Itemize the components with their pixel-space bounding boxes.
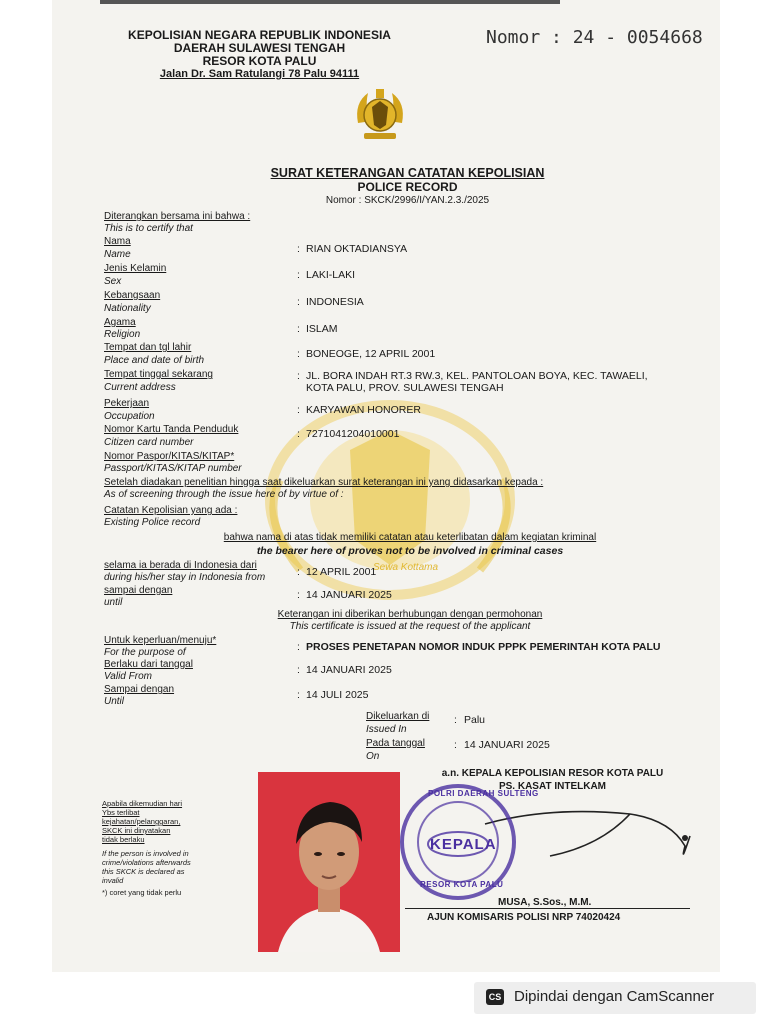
purpose-label-en: For the purpose of [104, 647, 186, 658]
stamp-top-text: POLRI DAERAH SULTENG [428, 789, 539, 798]
valid-from-label-id: Berlaku dari tanggal [104, 659, 193, 670]
stay-until-label-id: sampai dengan [104, 585, 173, 596]
valid-until-label-en: Until [104, 696, 125, 707]
colon: : [297, 566, 300, 578]
serial-number: Nomor : 24 - 0054668 [486, 27, 703, 48]
note-en-1: If the person is involved in [102, 849, 189, 858]
field-religion-label-id: Agama [104, 317, 136, 328]
colon: : [297, 296, 300, 308]
stamp-bottom-text: RESOR KOTA PALU [420, 880, 504, 889]
field-name-value: RIAN OKTADIANSYA [306, 243, 408, 255]
signatory-rank: AJUN KOMISARIS POLISI NRP 74020424 [427, 912, 621, 923]
note-footnote: *) coret yang tidak perlu [102, 888, 182, 897]
stay-from-value: 12 APRIL 2001 [306, 566, 377, 578]
field-sex-value: LAKI-LAKI [306, 269, 356, 281]
title-number: Nomor : SKCK/2996/I/YAN.2.3./2025 [325, 195, 490, 206]
field-sex-label-id: Jenis Kelamin [104, 263, 167, 274]
request-en: This certificate is issued at the request of the applicant [289, 621, 531, 632]
colon: : [297, 689, 300, 701]
colon: : [297, 370, 300, 382]
request-id: Keterangan ini diberikan berhubungan dengan permohonan [277, 609, 543, 620]
applicant-portrait [258, 772, 400, 952]
valid-until-value: 14 JULI 2025 [306, 689, 369, 701]
issued-on-value: 14 JANUARI 2025 [464, 739, 550, 751]
field-nationality-value: INDONESIA [306, 296, 364, 308]
note-id-3: kejahatan/pelanggaran, [102, 817, 181, 826]
stamp-center-text: KEPALA [430, 836, 497, 853]
note-en-2: crime/violations afterwards [102, 858, 191, 867]
field-address-value-2: KOTA PALU, PROV. SULAWESI TENGAH [306, 382, 504, 394]
passport-label-en: Passport/KITAS/KITAP number [104, 463, 242, 474]
field-name-label-en: Name [104, 249, 131, 260]
field-religion-value: ISLAM [306, 323, 338, 335]
field-name-label-id: Nama [104, 236, 131, 247]
issued-in-label-en: Issued In [366, 724, 407, 735]
note-id-2: Ybs terlibat [102, 808, 140, 817]
field-sex-label-en: Sex [104, 276, 122, 287]
colon: : [297, 641, 300, 653]
stay-until-label-en: until [104, 597, 123, 608]
field-idcard-value: 7271041204010001 [306, 428, 400, 440]
signature-line-2: PS. KASAT INTELKAM [498, 781, 607, 792]
field-address-label-id: Tempat tinggal sekarang [104, 369, 213, 380]
signatory-name: MUSA, S.Sos., M.M. [498, 897, 592, 908]
field-birth-label-id: Tempat dan tgl lahir [104, 342, 192, 353]
note-id-1: Apabila dikemudian hari [102, 799, 183, 808]
colon: : [297, 589, 300, 601]
field-occupation-value: KARYAWAN HONORER [306, 404, 421, 416]
title-id: SURAT KETERANGAN CATATAN KEPOLISIAN [270, 166, 545, 180]
field-occupation-label-en: Occupation [104, 411, 155, 422]
header-line-3: RESOR KOTA PALU [202, 54, 317, 68]
watermark-emblem [240, 390, 540, 610]
field-idcard-label-id: Nomor Kartu Tanda Penduduk [104, 424, 239, 435]
police-emblem-icon [350, 83, 410, 143]
record-en: Existing Police record [104, 517, 201, 528]
signature-line-1: a.n. KEPALA KEPOLISIAN RESOR KOTA PALU [441, 768, 664, 779]
stay-from-label-id: selama ia berada di Indonesia dari [104, 560, 257, 571]
applicant-photo [258, 772, 400, 952]
camscanner-badge [474, 982, 756, 1014]
statement-id: bahwa nama di atas tidak memiliki catatan atau keterlibatan dalam kegiatan kriminal [223, 532, 597, 543]
watermark-motto: Sewa Kottama [373, 562, 439, 573]
valid-from-value: 14 JANUARI 2025 [306, 664, 392, 676]
signature-divider [405, 908, 690, 909]
intro-en: This is to certify that [104, 223, 193, 234]
note-id-4: SKCK ini dinyatakan [102, 826, 171, 835]
field-address-label-en: Current address [104, 382, 176, 393]
header-address: Jalan Dr. Sam Ratulangi 78 Palu 94111 [159, 68, 360, 80]
intro-id: Diterangkan bersama ini bahwa : [104, 211, 251, 222]
colon: : [454, 714, 457, 726]
stay-until-value: 14 JANUARI 2025 [306, 589, 392, 601]
issued-on-label-en: On [366, 751, 380, 762]
issued-in-value: Palu [464, 714, 486, 726]
purpose-value: PROSES PENETAPAN NOMOR INDUK PPPK PEMERINTAH KOTA PALU [306, 641, 661, 653]
colon: : [297, 664, 300, 676]
record-id: Catatan Kepolisian yang ada : [104, 505, 238, 516]
header-line-1: KEPOLISIAN NEGARA REPUBLIK INDONESIA [128, 28, 391, 42]
camscanner-text: Dipindai dengan CamScanner [514, 988, 715, 1005]
screening-id: Setelah diadakan penelitian hingga saat dikeluarkan surat keterangan ini yang didasarkan kepada : [104, 477, 544, 488]
note-en-4: invalid [102, 876, 124, 885]
field-religion-label-en: Religion [104, 329, 141, 340]
field-nationality-label-id: Kebangsaan [104, 290, 161, 301]
colon: : [454, 739, 457, 751]
field-birth-value: BONEOGE, 12 APRIL 2001 [306, 348, 436, 360]
issued-on-label-id: Pada tanggal [366, 738, 425, 749]
colon: : [297, 243, 300, 255]
statement-en: the bearer here of proves not to be involved in criminal cases [256, 545, 564, 557]
valid-from-label-en: Valid From [104, 671, 152, 682]
field-occupation-label-id: Pekerjaan [104, 398, 150, 409]
scan-edge [100, 0, 560, 4]
note-id-5: tidak berlaku [102, 835, 145, 844]
colon: : [297, 323, 300, 335]
passport-label-id: Nomor Paspor/KITAS/KITAP* [104, 451, 235, 462]
field-idcard-label-en: Citizen card number [104, 437, 194, 448]
screening-en: As of screening through the issue here of by virtue of : [104, 489, 344, 500]
field-birth-label-en: Place and date of birth [104, 355, 205, 366]
issued-in-label-id: Dikeluarkan di [366, 711, 430, 722]
colon: : [297, 428, 300, 440]
note-en-3: this SKCK is declared as [102, 867, 185, 876]
field-nationality-label-en: Nationality [104, 303, 151, 314]
valid-until-label-id: Sampai dengan [104, 684, 175, 695]
title-en: POLICE RECORD [357, 180, 458, 194]
stay-from-label-en: during his/her stay in Indonesia from [104, 572, 266, 583]
colon: : [297, 348, 300, 360]
colon: : [297, 404, 300, 416]
camscanner-icon: CS [486, 989, 504, 1005]
field-address-value: JL. BORA INDAH RT.3 RW.3, KEL. PANTOLOAN BOYA, KEC. TAWAELI, [306, 370, 648, 382]
colon: : [297, 269, 300, 281]
purpose-label-id: Untuk keperluan/menuju* [104, 635, 217, 646]
header-line-2: DAERAH SULAWESI TENGAH [173, 41, 346, 55]
